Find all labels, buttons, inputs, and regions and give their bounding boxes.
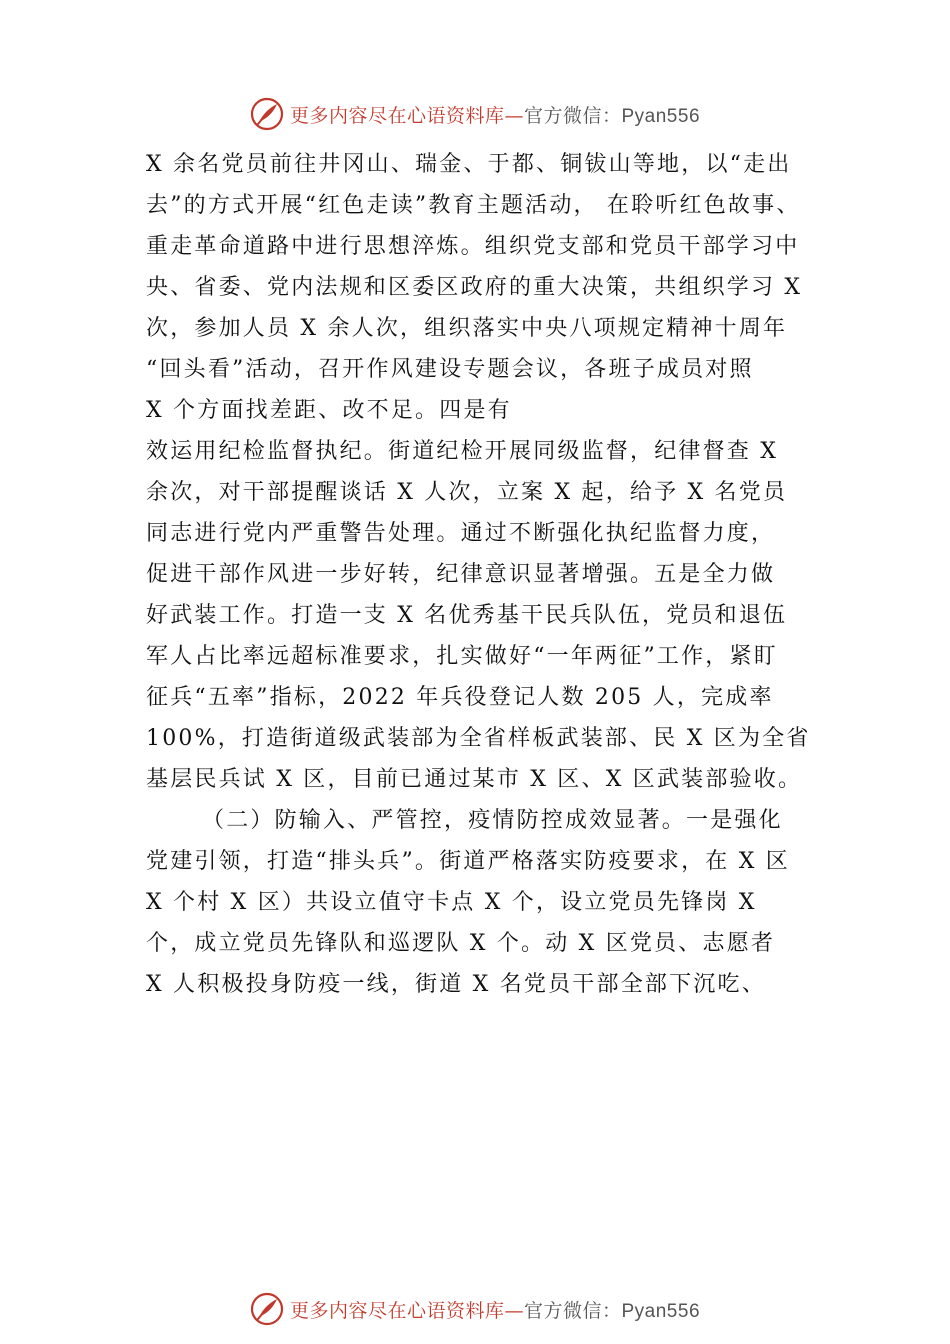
text-line: 100%，打造街道级武装部为全省样板武装部、民 X 区为全省 — [146, 726, 811, 751]
document-body — [146, 144, 816, 1005]
quill-logo-icon — [250, 97, 284, 131]
text-line: 效运用纪检监督执纪。街道纪检开展同级监督，纪律督查 X — [146, 439, 779, 464]
text-line: 征兵“五率”指标，2022 年兵役登记人数 205 人，完成率 — [146, 685, 774, 710]
header-watermark — [0, 92, 950, 136]
watermark-text — [290, 1296, 700, 1323]
text-line: X 个方面找差距、改不足。四是有 — [146, 398, 512, 423]
text-line: 党建引领，打造“排头兵”。街道严格落实防疫要求，在 X 区 — [146, 849, 790, 874]
text-line: “回头看”活动，召开作风建设专题会议，各班子成员对照 — [146, 357, 754, 382]
watermark-separator: — — [504, 1299, 524, 1322]
watermark-site: 更多内容尽在心语资料库 — [289, 1299, 505, 1322]
text-line: 促进干部作风进一步好转，纪律意识显著增强。五是全力做 — [146, 562, 776, 587]
watermark-account: Pyan556 — [621, 105, 701, 127]
text-line: 基层民兵试 X 区，目前已通过某市 X 区、X 区武装部验收。 — [146, 767, 803, 792]
watermark-account: Pyan556 — [621, 1300, 701, 1322]
text-line: X 余名党员前往井冈山、瑞金、于都、铜钹山等地，以“走出 — [146, 152, 792, 177]
watermark-text — [290, 101, 700, 128]
text-line: 军人占比率远超标准要求，扎实做好“一年两征”工作，紧盯 — [146, 644, 778, 669]
text-line: X 个村 X 区）共设立值守卡点 X 个，设立党员先锋岗 X — [146, 890, 757, 915]
watermark-wechat-label: 官方微信： — [523, 1299, 622, 1322]
watermark-site: 更多内容尽在心语资料库 — [289, 104, 505, 127]
text-line: 个，成立党员先锋队和巡逻队 X 个。动 X 区党员、志愿者 — [146, 931, 776, 956]
text-line: 央、省委、党内法规和区委区政府的重大决策，共组织学习 X — [146, 275, 803, 300]
text-line: （二）防输入、严管控，疫情防控成效显著。一是强化 — [202, 808, 783, 833]
text-line: 重走革命道路中进行思想淬炼。组织党支部和党员干部学习中 — [146, 234, 800, 259]
footer-watermark — [0, 1287, 950, 1331]
text-line: 余次，对干部提醒谈话 X 人次，立案 X 起，给予 X 名党员 — [146, 480, 788, 505]
text-line: X 人积极投身防疫一线，街道 X 名党员干部全部下沉吃、 — [146, 972, 766, 997]
text-line: 好武装工作。打造一支 X 名优秀基干民兵队伍，党员和退伍 — [146, 603, 788, 628]
watermark-wechat-label: 官方微信： — [523, 104, 622, 127]
watermark-separator: — — [504, 104, 524, 127]
text-line: 次，参加人员 X 余人次，组织落实中央八项规定精神十周年 — [146, 316, 788, 341]
text-line: 去”的方式开展“红色走读”教育主题活动， 在聆听红色故事、 — [146, 193, 801, 218]
text-line: 同志进行党内严重警告处理。通过不断强化执纪监督力度， — [146, 521, 776, 546]
quill-logo-icon — [250, 1292, 284, 1326]
